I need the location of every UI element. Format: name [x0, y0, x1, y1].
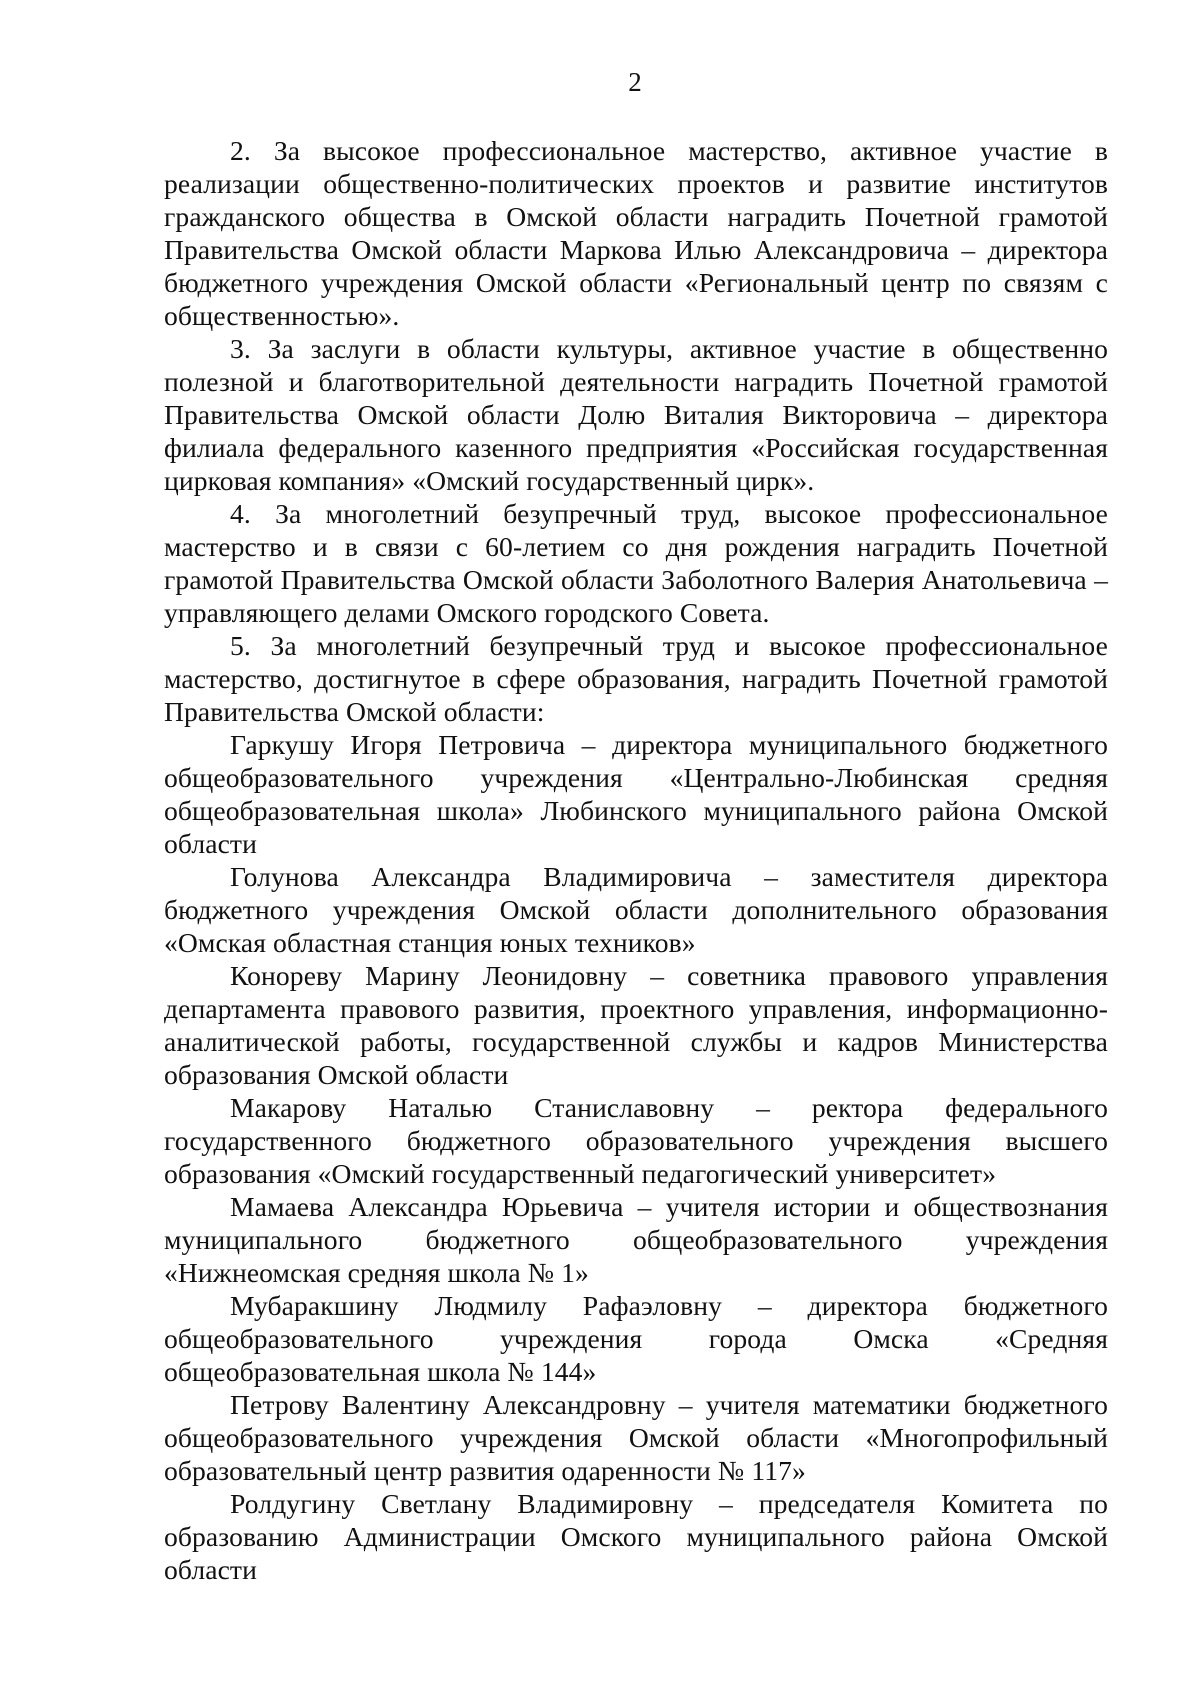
nominee-item: Макарову Наталью Станиславовну – ректора федерального государственного бюджетного образовательного учреждения высшего образования «Омский государственный педагогический университет»: [164, 1092, 1108, 1189]
nominee-item: Гаркушу Игоря Петровича – директора муниципального бюджетного общеобразовательного учреждения «Центрально-Любинская средняя общеобразовательная школа» Любинского муниципального района Омской области: [164, 729, 1108, 859]
page-number: 2: [628, 67, 642, 97]
document-body: [164, 134, 1108, 1586]
paragraph-item-3: 3. За заслуги в области культуры, активное участие в общественно полезной и благотворительной деятельности наградить Почетной грамотой Правительства Омской области Долю Виталия Викторовича – директора филиала федерального казенного предприятия «Российская государственная цирковая компания» «Омский государственный цирк».: [164, 333, 1108, 496]
nominee-item: Голунова Александра Владимировича – заместителя директора бюджетного учреждения Омской области дополнительного образования «Омская областная станция юных техников»: [164, 861, 1108, 958]
nominee-item: Петрову Валентину Александровну – учителя математики бюджетного общеобразовательного учреждения Омской области «Многопрофильный образовательный центр развития одаренности № 117»: [164, 1389, 1108, 1486]
nominee-item: Мубаракшину Людмилу Рафаэловну – директора бюджетного общеобразовательного учреждения города Омска «Средняя общеобразовательная школа № 144»: [164, 1290, 1108, 1387]
nominee-item: Конореву Марину Леонидовну – советника правового управления департамента правового развития, проектного управления, информационно-аналитической работы, государственной службы и кадров Министерства образования Омской области: [164, 960, 1108, 1090]
paragraph-item-2: 2. За высокое профессиональное мастерство, активное участие в реализации общественно-политических проектов и развитие институтов гражданского общества в Омской области наградить Почетной грамотой Правительства Омской области Маркова Илью Александровича – директора бюджетного учреждения Омской области «Региональный центр по связям с общественностью».: [164, 135, 1108, 331]
nominee-item: Ролдугину Светлану Владимировну – председателя Комитета по образованию Администрации Омского муниципального района Омской области: [164, 1488, 1108, 1585]
nominee-item: Мамаева Александра Юрьевича – учителя истории и обществознания муниципального бюджетного общеобразовательного учреждения «Нижнеомская средняя школа № 1»: [164, 1191, 1108, 1288]
paragraph-item-4: 4. За многолетний безупречный труд, высокое профессиональное мастерство и в связи с 60-летием со дня рождения наградить Почетной грамотой Правительства Омской области Заболотного Валерия Анатольевича – управляющего делами Омского городского Совета.: [164, 498, 1108, 628]
paragraph-item-5: 5. За многолетний безупречный труд и высокое профессиональное мастерство, достигнутое в сфере образования, наградить Почетной грамотой Правительства Омской области:: [164, 630, 1108, 727]
